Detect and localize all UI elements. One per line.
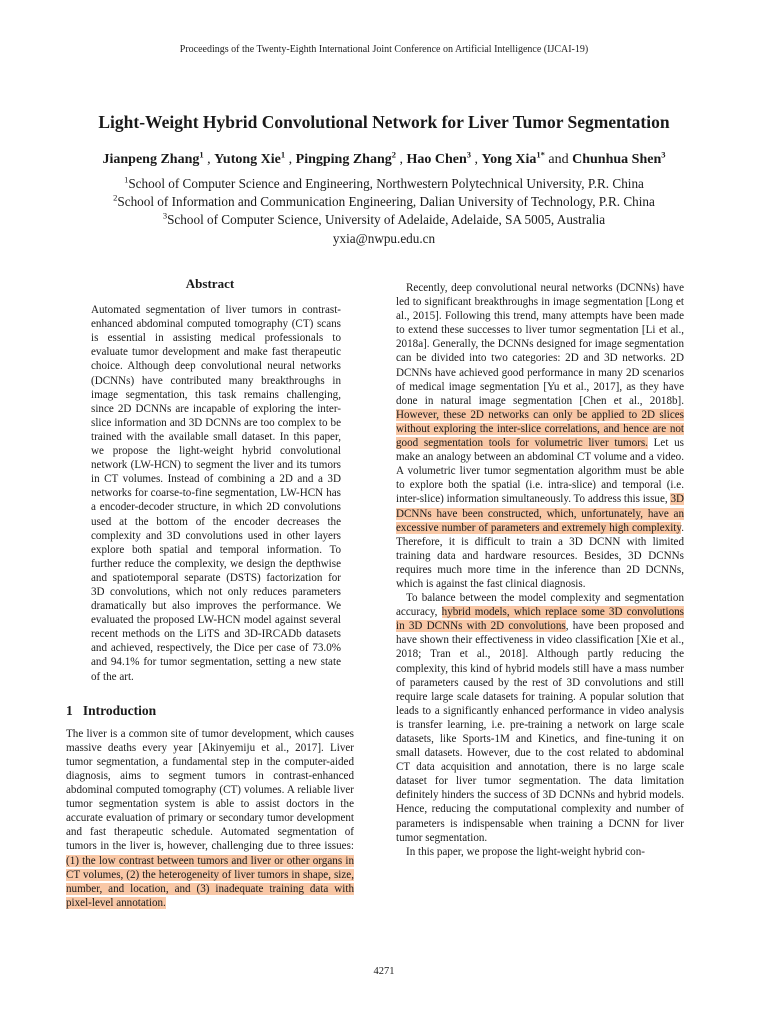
author-separator: , [396,152,407,167]
highlight-3d-complexity: 3D DCNNs have been constructed, which, unfortunately, have an excessive number of parameters and extremely high complexity [396,493,685,534]
affiliation-text: School of Computer Science and Engineering, Northwestern Polytechnical University, P.R. China [128,176,644,191]
author-affil-mark: 1* [536,149,545,160]
affiliation-line [0,193,768,211]
left-column [66,277,354,910]
author-affil-mark: 3 [466,149,472,160]
intro-paragraph-2 [396,281,684,591]
affiliation-line [0,175,768,193]
intro-paragraph-3-text-a: To balance between the model complexity and segmentation accuracy, [396,592,684,619]
author-list [0,149,768,168]
author-name: Pingping Zhang [295,152,392,167]
author-separator: , [285,152,296,167]
contact-email: yxia@nwpu.edu.cn [332,230,436,246]
proceedings-header: Proceedings of the Twenty-Eighth International Joint Conference on Artificial Intelligence (IJCAI-19) [179,44,589,55]
author-name: Jianpeng Zhang [102,152,200,167]
intro-paragraph-3-text-b: , have been proposed and have shown their effectiveness in video classification [Xie et al., 2018; Tran et al., 2018]. Although partly reducing the complexity, this kind of hybrid models still have a mass number of parameters caused by the rest of 3D convolutions and still require large scale datasets for training. A popular solution that leads to a significantly enhanced performance in video analysis is transfer learning, i.e. pre-training a network on large scale datasets, like Sports-1M and Kinetics, and fine-tuning it on small datasets. However, due to the cost related to abdominal CT data acquisition and annotation, there is no large scale dataset for liver tumor segmentation. The data limitation definitely hinders the success of 3D DCNNs and hybrid models. Hence, reducing the computational complexity and number of parameters is indispensable when training a DCNN for liver tumor segmentation. [396,620,684,844]
right-column [396,281,684,859]
intro-paragraph-4: In this paper, we propose the light-weight hybrid con- [406,845,645,858]
author-affil-mark: 1 [199,149,204,160]
intro-paragraph-1 [66,727,354,910]
abstract-heading: Abstract [185,276,235,291]
affiliation-mark: 2 [113,192,118,203]
author-affil-mark: 1 [280,149,286,160]
intro-paragraph-3 [396,591,684,845]
section-number: 1 [66,702,73,718]
author-name: Hao Chen [406,152,467,167]
author-affil-mark: 3 [661,149,666,160]
intro-paragraph-2-text-c: . Therefore, it is difficult to train a 3D DCNN with limited training data and hardware resources. Besides, 3D DCNNs requires much more time in the inference than 2D DCNNs, which is against the fast clinical diagnosis. [396,521,684,590]
intro-paragraph-2-text-a: Recently, deep convolutional neural networks (DCNNs) have led to significant breakthroughs in image segmentation [Long et al., 2015]. Following this trend, many attempts have been made to extend these successes to liver tumor segmentation [Li et al., 2018a]. Generally, the DCNNs designed for image segmentation can be divided into two categories: 2D and 3D networks. 2D DCNNs have achieved good performance in many 2D scenarios of medical image segmentation [Yu et al., 2017], as they have done in natural image segmentation [Chen et al., 2018b]. [396,282,684,407]
abstract-text: Automated segmentation of liver tumors in contrast-enhanced abdominal computed tomography (CT) scans is essential in assisting medical professionals to evaluate tumor development and make fast therapeutic choice. Although deep convolutional neural networks (DCNNs) have contributed many breakthroughs in image segmentation, this task remains challenging, since 2D DCNNs are incapable of exploring the inter-slice information and 3D DCNNs are too complex to be trained with the available small dataset. In this paper, we propose the light-weight hybrid convolutional network (LW-HCN) to segment the liver and its tumors in CT volumes. Instead of combining a 2D and a 3D networks for coarse-to-fine segmentation, LW-HCN has a encoder-decoder structure, in which 2D convolutions used at the bottom of the encoder decreases the complexity and 3D convolutions used in other layers explore both spatial and temporal information. To further reduce the complexity, we design the depthwise and spatiotemporal separate (DSTS) factorization for 3D convolutions, which not only reduces parameters dramatically but also improves the performance. We evaluated the proposed LW-HCN model against several recent methods on the LiTS and 3D-IRCADb datasets and achieved, respectively, the Dice per case of 73.0% and 94.1% for tumor segmentation, setting a new state of the art. [91,304,341,683]
author-and: and [548,152,569,167]
author-name: Chunhua Shen [572,152,662,167]
author-affil-mark: 2 [391,149,396,160]
author-separator: , [471,152,482,167]
author-name: Yutong Xie [214,152,281,167]
affiliation-text: School of Information and Communication Engineering, Dalian University of Technology, P.R. China [117,194,655,210]
author-separator: , [203,152,215,167]
highlight-2d-limitation: However, these 2D networks can only be applied to 2D slices without exploring the inter-slice correlations, and hence are not good segmentation tools for volumetric liver tumors. [396,408,684,450]
affiliations [0,175,768,248]
section-title: Introduction [82,702,157,718]
paper-title: Light-Weight Hybrid Convolutional Network for Liver Tumor Segmentation [98,112,670,132]
affiliation-mark: 1 [124,174,129,185]
abstract-body [66,303,354,684]
page-number: 4271 [373,966,395,977]
affiliation-line [0,211,768,229]
highlight-hybrid-models: hybrid models, which replace some 3D convolutions in 3D DCNNs with 2D convolutions [396,606,684,633]
intro-paragraph-1-text: The liver is a common site of tumor development, which causes massive deaths every year [Akinyemiju et al., 2017]. Liver tumor segmentation, a fundamental step in the computer-aided diagnosis, aims to segment tumors in contrast-enhanced abdominal computed tomography (CT) volumes. A reliable liver tumor segmentation system is able to assist doctors in the accurate evaluation of primary or secondary tumor development and fast therapeutic schedule. Automated segmentation of tumors in the liver is, however, challenging due to three issues: [66,727,354,853]
affiliation-text: School of Computer Science, University of Adelaide, Adelaide, SA 5005, Australia [167,212,606,228]
intro-paragraph-2-text-b: Let us make an analogy between an abdominal CT volume and a video. A volumetric liver tumor segmentation algorithm must be able to explore both the spatial (i.e. intra-slice) and temporal (i.e. inter-slice) information simultaneously. To address this issue, [396,437,684,506]
section-heading-introduction [66,704,354,718]
highlight-issues: (1) the low contrast between tumors and liver or other organs in CT volumes, (2) the heterogeneity of liver tumors in shape, size, number, and location, and (3) inadequate training data with pixel-level annotation. [66,854,354,909]
author-name: Yong Xia [481,152,537,167]
affiliation-mark: 3 [162,211,168,222]
